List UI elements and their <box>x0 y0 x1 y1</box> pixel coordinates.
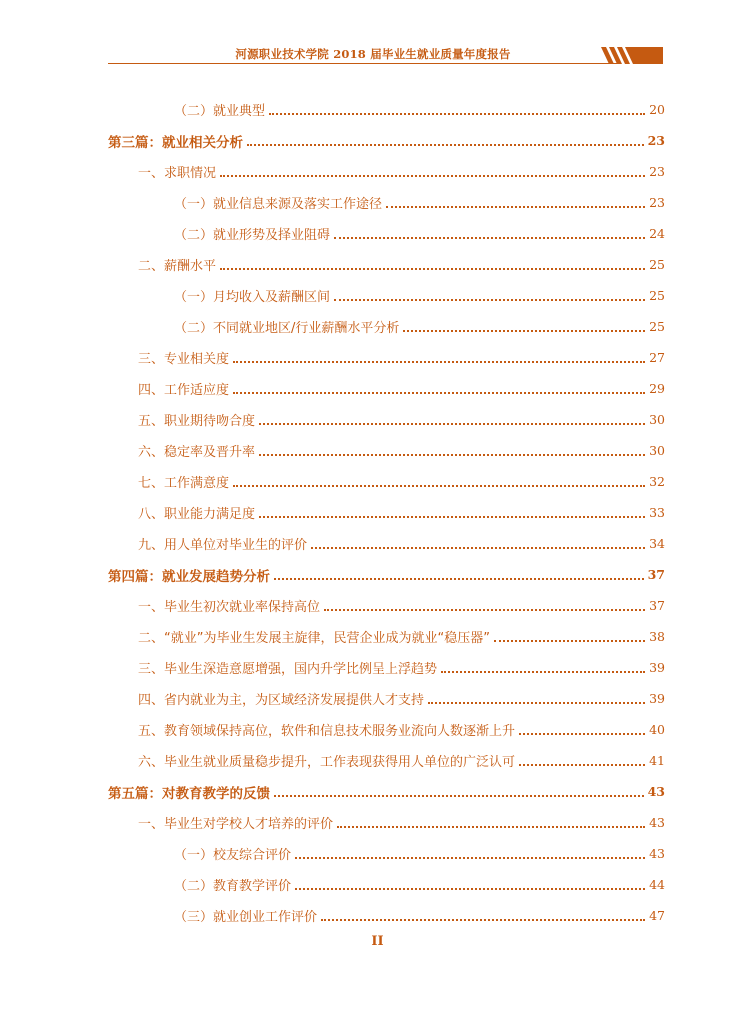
toc-part-entry[interactable] <box>108 559 665 590</box>
toc-entry-page-number: 41 <box>649 753 665 768</box>
toc-entry-page-number: 32 <box>649 474 665 489</box>
toc-dot-leader <box>274 568 644 580</box>
toc-dot-leader <box>259 413 645 425</box>
toc-subsection-entry[interactable] <box>108 900 665 931</box>
toc-entry-label: 第五篇：对教育教学的反馈 <box>108 785 270 802</box>
toc-entry-label: 三、毕业生深造意愿增强，国内升学比例呈上浮趋势 <box>138 662 438 677</box>
header-stripes-decoration <box>599 47 663 64</box>
toc-entry-label: 三、专业相关度 <box>138 352 230 367</box>
toc-subsection-entry[interactable] <box>108 838 665 869</box>
toc-subsection-entry[interactable] <box>108 311 665 342</box>
toc-section-entry[interactable] <box>108 156 665 187</box>
toc-dot-leader <box>233 382 645 394</box>
toc-dot-leader <box>274 785 644 797</box>
toc-dot-leader <box>403 320 645 332</box>
toc-dot-leader <box>295 847 645 859</box>
toc-entry-page-number: 43 <box>647 784 665 799</box>
toc-entry-label: 第四篇：就业发展趋势分析 <box>108 568 270 585</box>
toc-dot-leader <box>441 661 645 673</box>
page-number: II <box>371 934 384 949</box>
toc-entry-page-number: 25 <box>649 319 665 334</box>
toc-dot-leader <box>428 692 645 704</box>
toc-entry-label: （一）月均收入及薪酬区间 <box>174 290 331 305</box>
toc-entry-page-number: 25 <box>649 257 665 272</box>
toc-entry-page-number: 30 <box>649 412 665 427</box>
toc-section-entry[interactable] <box>108 373 665 404</box>
toc-entry-label: （二）就业典型 <box>174 104 266 119</box>
toc-section-entry[interactable] <box>108 249 665 280</box>
toc-dot-leader <box>311 537 645 549</box>
toc-entry-label: 二、“就业”为毕业生发展主旋律，民营企业成为就业“稳压器” <box>138 631 490 646</box>
toc-dot-leader <box>321 909 645 921</box>
toc-entry-label: （二）不同就业地区/行业薪酬水平分析 <box>174 321 400 336</box>
toc-section-entry[interactable] <box>108 404 665 435</box>
toc-section-entry[interactable] <box>108 342 665 373</box>
toc-dot-leader <box>247 134 644 146</box>
toc-dot-leader <box>295 878 645 890</box>
toc-dot-leader <box>233 475 645 487</box>
toc-entry-label: 四、工作适应度 <box>138 383 230 398</box>
toc-entry-label: 一、求职情况 <box>138 166 217 181</box>
toc-dot-leader <box>259 444 645 456</box>
toc-entry-page-number: 38 <box>649 629 665 644</box>
toc-entry-page-number: 39 <box>649 691 665 706</box>
toc-entry-page-number: 37 <box>647 567 665 582</box>
toc-dot-leader <box>337 816 645 828</box>
toc-dot-leader <box>233 351 645 363</box>
toc-entry-page-number: 34 <box>649 536 665 551</box>
toc-entry-label: 一、毕业生对学校人才培养的评价 <box>138 817 334 832</box>
toc-dot-leader <box>334 289 645 301</box>
toc-entry-label: 九、用人单位对毕业生的评价 <box>138 538 308 553</box>
toc-entry-page-number: 23 <box>649 164 665 179</box>
toc-part-entry[interactable] <box>108 776 665 807</box>
toc-entry-page-number: 23 <box>649 195 665 210</box>
table-of-contents <box>108 94 665 931</box>
toc-entry-page-number: 30 <box>649 443 665 458</box>
toc-entry-page-number: 43 <box>649 815 665 830</box>
toc-entry-page-number: 24 <box>649 226 665 241</box>
toc-entry-label: （二）教育教学评价 <box>174 879 292 894</box>
toc-section-entry[interactable] <box>108 497 665 528</box>
toc-section-entry[interactable] <box>108 683 665 714</box>
toc-entry-page-number: 43 <box>649 846 665 861</box>
toc-entry-page-number: 39 <box>649 660 665 675</box>
toc-section-entry[interactable] <box>108 621 665 652</box>
toc-dot-leader <box>220 258 645 270</box>
toc-entry-label: 二、薪酬水平 <box>138 259 217 274</box>
toc-section-entry[interactable] <box>108 466 665 497</box>
toc-entry-page-number: 37 <box>649 598 665 613</box>
toc-entry-page-number: 40 <box>649 722 665 737</box>
toc-entry-label: （一）就业信息来源及落实工作途径 <box>174 197 383 212</box>
toc-section-entry[interactable] <box>108 714 665 745</box>
toc-subsection-entry[interactable] <box>108 869 665 900</box>
toc-subsection-entry[interactable] <box>108 94 665 125</box>
toc-dot-leader <box>334 227 645 239</box>
toc-dot-leader <box>519 754 645 766</box>
toc-entry-label: 七、工作满意度 <box>138 476 230 491</box>
toc-dot-leader <box>494 630 645 642</box>
page-header <box>108 44 663 66</box>
toc-entry-page-number: 33 <box>649 505 665 520</box>
toc-section-entry[interactable] <box>108 528 665 559</box>
toc-dot-leader <box>386 196 645 208</box>
toc-subsection-entry[interactable] <box>108 187 665 218</box>
toc-entry-label: 四、省内就业为主，为区域经济发展提供人才支持 <box>138 693 425 708</box>
toc-entry-label: 第三篇：就业相关分析 <box>108 134 243 151</box>
toc-entry-page-number: 23 <box>647 133 665 148</box>
toc-section-entry[interactable] <box>108 652 665 683</box>
toc-entry-page-number: 44 <box>649 877 665 892</box>
toc-part-entry[interactable] <box>108 125 665 156</box>
toc-subsection-entry[interactable] <box>108 218 665 249</box>
toc-entry-label: （一）校友综合评价 <box>174 848 292 863</box>
toc-entry-label: （二）就业形势及择业阻碍 <box>174 228 331 243</box>
toc-dot-leader <box>220 165 645 177</box>
toc-subsection-entry[interactable] <box>108 280 665 311</box>
toc-entry-label: 五、职业期待吻合度 <box>138 414 256 429</box>
toc-section-entry[interactable] <box>108 435 665 466</box>
toc-entry-page-number: 20 <box>649 102 665 117</box>
header-rule <box>108 63 618 64</box>
toc-section-entry[interactable] <box>108 745 665 776</box>
toc-dot-leader <box>324 599 645 611</box>
toc-entry-label: （三）就业创业工作评价 <box>174 910 318 925</box>
toc-dot-leader <box>269 103 645 115</box>
toc-entry-label: 八、职业能力满足度 <box>138 507 256 522</box>
toc-dot-leader <box>519 723 645 735</box>
toc-entry-label: 五、教育领域保持高位，软件和信息技术服务业流向人数逐渐上升 <box>138 724 516 739</box>
toc-entry-page-number: 29 <box>649 381 665 396</box>
header-title: 河源职业技术学院 2018 届毕业生就业质量年度报告 <box>235 47 511 61</box>
toc-entry-label: 六、稳定率及晋升率 <box>138 445 256 460</box>
toc-entry-page-number: 25 <box>649 288 665 303</box>
toc-entry-page-number: 27 <box>649 350 665 365</box>
toc-entry-label: 一、毕业生初次就业率保持高位 <box>138 600 321 615</box>
toc-entry-page-number: 47 <box>649 908 665 923</box>
toc-entry-label: 六、毕业生就业质量稳步提升，工作表现获得用人单位的广泛认可 <box>138 755 516 770</box>
toc-section-entry[interactable] <box>108 590 665 621</box>
toc-dot-leader <box>259 506 645 518</box>
toc-section-entry[interactable] <box>108 807 665 838</box>
